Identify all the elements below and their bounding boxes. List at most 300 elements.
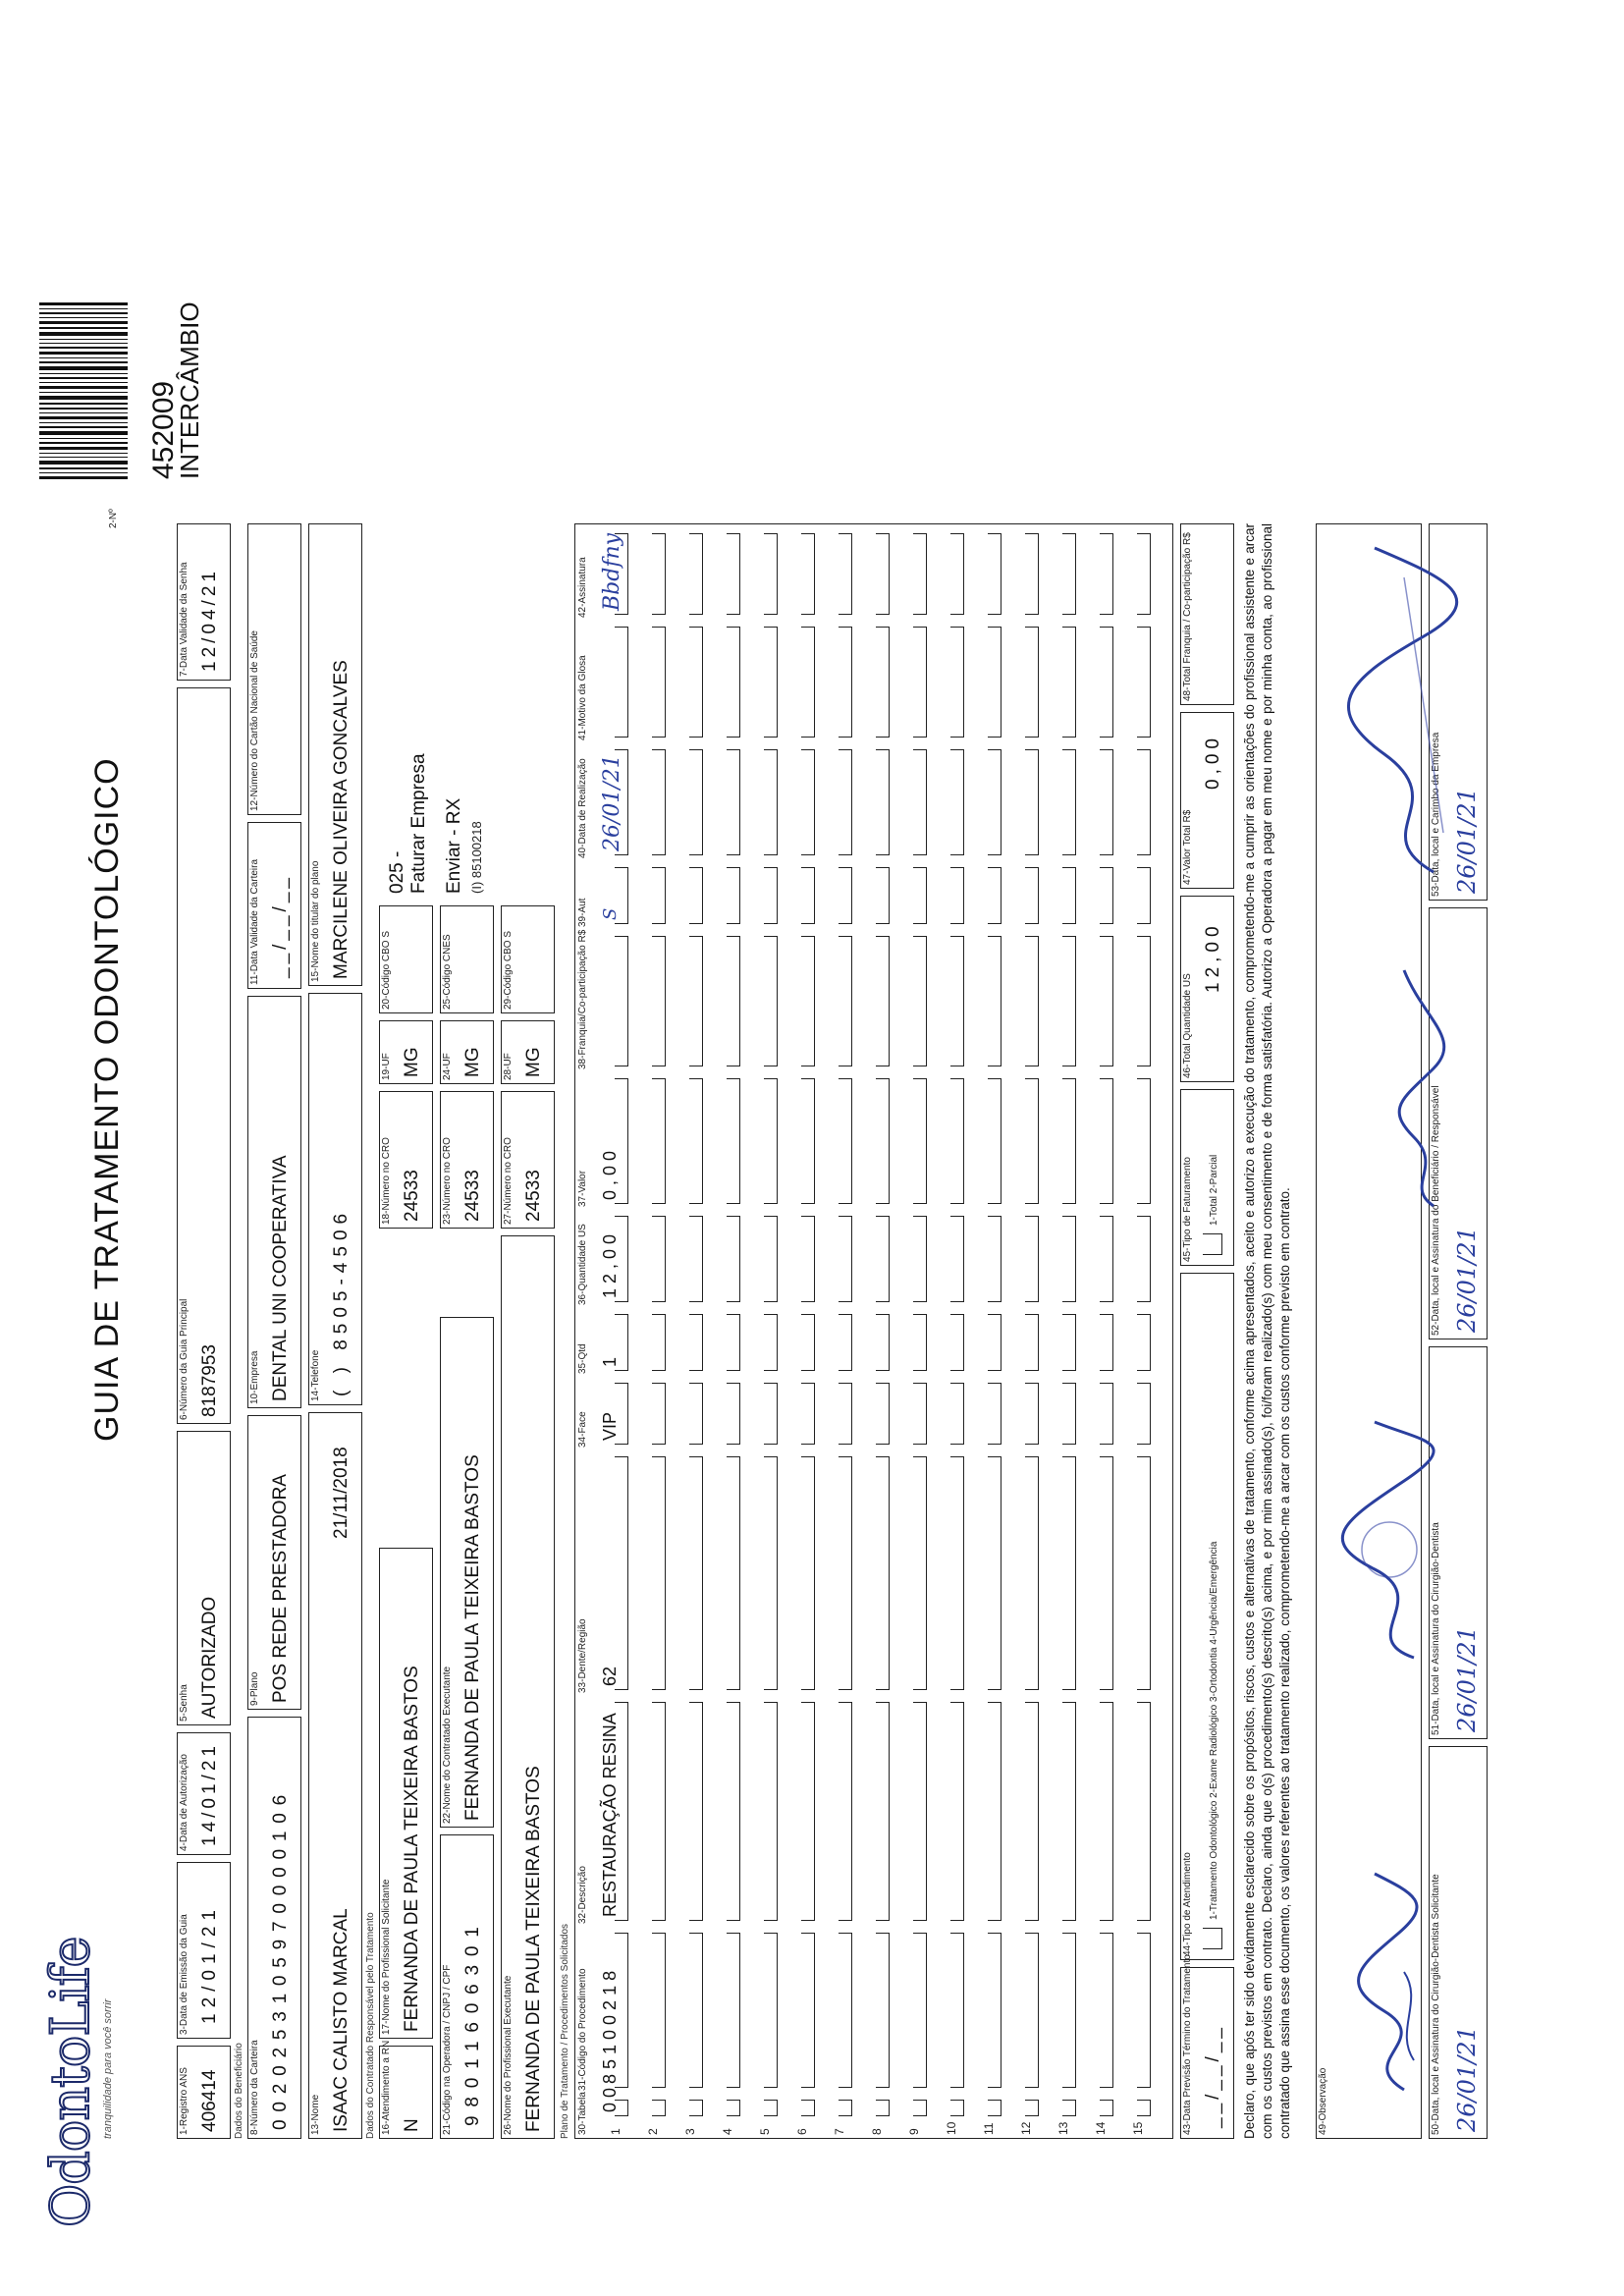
field-47-label: 47-Valor Total R$	[1182, 809, 1193, 885]
cro-contratado: 24533	[462, 1170, 483, 1222]
cell-box	[988, 627, 1001, 738]
note-faturar-empresa: Faturar Empresa	[408, 753, 429, 894]
cell-box	[1137, 1933, 1151, 2088]
cell-box	[652, 867, 666, 924]
cell-descricao: RESTAURAÇÃO RESINA	[600, 1713, 620, 1917]
cell-box	[1062, 533, 1076, 615]
cell-box	[727, 627, 740, 738]
cell-box	[689, 627, 703, 738]
field-46	[1180, 896, 1234, 1082]
guide-type: INTERCÂMBIO	[175, 301, 204, 479]
note-codigo: (I) 85100218	[469, 821, 484, 894]
cell-box	[727, 1383, 740, 1445]
cell-box	[1062, 1314, 1076, 1371]
col-header: 32-Descrição	[577, 1866, 588, 1924]
row-number: 13	[1056, 2121, 1070, 2135]
signature-dentista	[1335, 1412, 1443, 1667]
cell-box	[839, 2100, 852, 2116]
row-number: 15	[1131, 2121, 1145, 2135]
cell-box	[839, 936, 852, 1066]
field-6-label: 6-Número da Guia Principal	[179, 1298, 189, 1420]
cell-box	[801, 1078, 815, 1204]
cell-box	[801, 749, 815, 855]
row-number: 6	[795, 2128, 809, 2135]
cell-box	[652, 1216, 666, 1302]
cell-box	[988, 533, 1001, 615]
col-header: 30-Tabela	[577, 2092, 588, 2135]
field-14	[308, 993, 362, 1405]
cell-box	[615, 936, 628, 1066]
cell-box	[988, 1216, 1001, 1302]
cell-box	[913, 936, 927, 1066]
cell-box	[950, 627, 964, 738]
cell-box	[876, 867, 890, 924]
cell-box	[913, 533, 927, 615]
cell-box	[913, 1702, 927, 1921]
cell-box	[1025, 2100, 1039, 2116]
field-44	[1180, 1273, 1234, 1960]
cell-box	[1062, 1216, 1076, 1302]
cell-box	[913, 1933, 927, 2088]
cell-box	[764, 936, 778, 1066]
cell-box	[1025, 1456, 1039, 1690]
cell-box	[988, 1456, 1001, 1690]
cell-box	[689, 1216, 703, 1302]
titular-plano: MARCILENE OLIVEIRA GONCALVES	[331, 660, 352, 979]
cell-box	[801, 1702, 815, 1921]
cell-box	[615, 1456, 628, 1690]
cell-box	[652, 936, 666, 1066]
cell-box	[950, 533, 964, 615]
field-52-label: 52-Data, local e Assinatura do Beneficiário / Responsável	[1431, 1085, 1441, 1336]
cell-box	[876, 1314, 890, 1371]
field-12-label: 12-Número do Cartão Nacional de Saúde	[249, 630, 260, 811]
atendimento-rn: N	[402, 2118, 422, 2132]
field-1-label: 1-Registro ANS	[179, 2067, 189, 2135]
cell-box	[801, 936, 815, 1066]
nome-beneficiario: ISAAC CALISTO MARCAL	[331, 1908, 352, 2132]
cell-box	[727, 2100, 740, 2116]
declaration-text: Declaro, que após ter sido devidamente esclarecido sobre os propósitos, riscos, custos e alternativas de tratamento, conforme acima apresentados, aceito e autorizo a execução do tratamento, comprometendo-me a cumprir as orientações do profissional assistente e arcar com os custos previstos em contrato. Declaro, ainda que o(s) procedimento(s) descrito(s) acima, e por mim assinado(s), foi/foram realizado(s) com meu consentimento e de forma satisfatória. Autorizo a Operadora a pagar em meu nome e por minha conta, ao profissional contratado que assina esse documento, os valores referentes ao tratamento realizado, comprometendo-me a arcar com os custos conforme previsto em contrato.	[1242, 523, 1292, 2139]
cell-box	[988, 749, 1001, 855]
tipo-atendimento-box	[1203, 1928, 1222, 1949]
cell-box	[1100, 749, 1113, 855]
table-row	[1005, 522, 1043, 2138]
cell-box	[950, 1702, 964, 1921]
field-48	[1180, 523, 1234, 705]
cell-box	[1062, 627, 1076, 738]
cell-box	[652, 2100, 666, 2116]
cell-box	[1062, 1702, 1076, 1921]
field-19	[379, 1020, 433, 1084]
field-17-label: 17-Nome do Profissional Solicitante	[381, 1879, 392, 2035]
cell-box	[950, 749, 964, 855]
barcode	[39, 300, 128, 479]
field-49-label: 49-Observação	[1318, 2067, 1328, 2135]
field-19-label: 19-UF	[381, 1053, 392, 1080]
cell-box	[913, 1383, 927, 1445]
table-row	[632, 522, 670, 2138]
table-row	[968, 522, 1005, 2138]
cell-box	[727, 1702, 740, 1921]
row-number: 8	[870, 2128, 884, 2135]
data-autorizacao: 14/01/21	[199, 1742, 220, 1846]
cell-box	[801, 1456, 815, 1690]
cell-box	[801, 533, 815, 615]
field-50-label: 50-Data, local e Assinatura do Cirurgião-Dentista Solicitante	[1431, 1874, 1441, 2135]
field-8-label: 8-Número da Carteira	[249, 2040, 260, 2135]
table-row	[595, 522, 632, 2138]
field-18-label: 18-Número no CRO	[381, 1137, 392, 1225]
cell-box	[950, 1933, 964, 2088]
cell-box	[913, 1216, 927, 1302]
field-45-label: 45-Tipo de Faturamento	[1182, 1157, 1193, 1262]
telefone: ( ) 8505-4506	[331, 1207, 352, 1396]
field-11	[247, 822, 301, 989]
field-46-label: 46-Total Quantidade US	[1182, 973, 1193, 1078]
cell-box	[764, 1456, 778, 1690]
field-4-label: 4-Data de Autorização	[179, 1754, 189, 1851]
field-13-label: 13-Nome	[310, 2094, 321, 2135]
cell-box	[988, 1383, 1001, 1445]
note-025: 025 -	[387, 850, 407, 894]
cell-box	[839, 1216, 852, 1302]
cell-box	[839, 533, 852, 615]
col-header: 37-Valor	[577, 1170, 588, 1207]
cro-executante: 24533	[523, 1170, 544, 1222]
field-3-label: 3-Data de Emissão da Guia	[179, 1914, 189, 2035]
cell-box	[988, 2100, 1001, 2116]
cell-box	[1025, 749, 1039, 855]
col-header: 35-Qtd	[577, 1343, 588, 1374]
cell-box	[1137, 749, 1151, 855]
cell-box	[1100, 533, 1113, 615]
cell-box	[1100, 1216, 1113, 1302]
field-15-label: 15-Nome do titular do plano	[310, 860, 321, 982]
cell-box	[689, 1383, 703, 1445]
uf-contratado: MG	[462, 1047, 483, 1077]
row-number: 4	[721, 2128, 734, 2135]
cell-box	[1062, 1383, 1076, 1445]
previsao-termino: __/__/__	[1203, 2024, 1223, 2128]
codigo-operadora: 98011606301	[462, 1918, 483, 2126]
cell-box	[727, 1314, 740, 1371]
section-beneficiario: Dados do Beneficiário	[234, 2043, 244, 2139]
field-9	[247, 1415, 301, 1710]
col-header: 42-Assinatura	[577, 557, 588, 618]
cell-box	[727, 1456, 740, 1690]
table-row	[893, 522, 931, 2138]
valor-total: 0,00	[1203, 734, 1223, 790]
cell-box	[764, 1933, 778, 2088]
cell-box	[950, 1456, 964, 1690]
section-contratado: Dados do Contratado Responsável pelo Tratamento	[365, 1912, 376, 2139]
cell-box	[727, 749, 740, 855]
field-29-label: 29-Código CBO S	[503, 930, 514, 1010]
cro-solicitante: 24533	[402, 1170, 422, 1222]
cell-box	[1025, 1383, 1039, 1445]
field-13	[308, 1412, 362, 2139]
cell-box	[1137, 1078, 1151, 1204]
table-row	[1080, 522, 1117, 2138]
field-25-label: 25-Código CNES	[442, 934, 453, 1010]
cell-box	[839, 1314, 852, 1371]
data-beneficiario: 26/01/21	[1453, 1227, 1481, 1333]
data-empresa: 26/01/21	[1453, 788, 1481, 894]
field-12	[247, 523, 301, 815]
field-8	[247, 1717, 301, 2139]
cell-box	[652, 1456, 666, 1690]
cell-us: 12,00	[600, 1229, 620, 1298]
cell-box	[1137, 533, 1151, 615]
row-number: 9	[907, 2128, 921, 2135]
cell-box	[1100, 1383, 1113, 1445]
field-6	[177, 687, 231, 1424]
cell-box	[764, 867, 778, 924]
cell-box	[652, 1933, 666, 2088]
cell-box	[913, 749, 927, 855]
cell-box	[1025, 1078, 1039, 1204]
cell-box	[1025, 1933, 1039, 2088]
table-row	[1043, 522, 1080, 2138]
cell-box	[801, 627, 815, 738]
cell-box	[801, 1933, 815, 2088]
cell-box	[876, 1702, 890, 1921]
cell-box	[839, 1456, 852, 1690]
cell-box	[1062, 2100, 1076, 2116]
cell-box	[1137, 1702, 1151, 1921]
cell-box	[652, 749, 666, 855]
field-25	[440, 905, 494, 1013]
cell-box	[1100, 936, 1113, 1066]
cell-box	[1062, 1078, 1076, 1204]
row-number: 1	[609, 2128, 623, 2135]
cell-box	[801, 2100, 815, 2116]
field-27-label: 27-Número no CRO	[503, 1137, 514, 1225]
field-28	[501, 1020, 555, 1084]
cell-box	[801, 1216, 815, 1302]
cell-box	[876, 1078, 890, 1204]
senha: AUTORIZADO	[199, 1596, 220, 1719]
field-4	[177, 1732, 231, 1855]
cell-box	[1100, 1702, 1113, 1921]
cell-box	[801, 867, 815, 924]
cell-box	[839, 1702, 852, 1921]
cell-box	[839, 867, 852, 924]
cell-box	[1100, 1078, 1113, 1204]
section-procedimentos: Plano de Tratamento / Procedimentos Solicitados	[560, 1923, 570, 2139]
field-27	[501, 1091, 555, 1229]
profissional-solicitante: FERNANDA DE PAULA TEIXEIRA BASTOS	[402, 1666, 422, 2032]
cell-box	[913, 627, 927, 738]
cell-box	[1137, 1216, 1151, 1302]
field-17	[379, 1548, 433, 2039]
cell-box	[727, 533, 740, 615]
field-51-label: 51-Data, local e Assinatura do Cirurgião-Dentista	[1431, 1522, 1441, 1735]
cell-box	[1062, 1933, 1076, 2088]
cell-box	[764, 1216, 778, 1302]
cell-box	[1025, 936, 1039, 1066]
cell-box	[689, 936, 703, 1066]
cell-box	[1100, 627, 1113, 738]
cell-box	[988, 1314, 1001, 1371]
row-number: 7	[833, 2128, 846, 2135]
col-header: 39-Aut	[577, 898, 588, 927]
cell-box	[950, 1314, 964, 1371]
data-nascimento: 21/11/2018	[331, 1447, 352, 1539]
guia-principal: 8187953	[199, 1344, 220, 1417]
cell-box	[689, 1456, 703, 1690]
field-16-label: 16-Atendimento a RN	[381, 2040, 392, 2135]
field-26	[501, 1235, 555, 2139]
cell-box	[727, 1078, 740, 1204]
validade-senha: 12/04/21	[199, 568, 220, 672]
cell-box	[839, 1933, 852, 2088]
cell-box	[1137, 867, 1151, 924]
cell-box	[764, 2100, 778, 2116]
field-43	[1180, 1954, 1234, 2139]
cell-box	[652, 1314, 666, 1371]
cell-box	[727, 867, 740, 924]
tipo-faturamento-box	[1203, 1233, 1222, 1255]
field-21	[440, 1834, 494, 2139]
guide-number-label: 2-Nº	[108, 509, 119, 528]
cell-box	[839, 1383, 852, 1445]
numero-carteira: 0020253105970000106	[270, 1787, 291, 2130]
cell-box	[1062, 936, 1076, 1066]
cell-box	[913, 2100, 927, 2116]
cell-assinatura: Bbdfny	[600, 532, 624, 611]
cell-box	[1100, 867, 1113, 924]
cell-box	[689, 749, 703, 855]
cell-box	[950, 867, 964, 924]
cell-box	[913, 1078, 927, 1204]
cell-box	[689, 2100, 703, 2116]
cell-box	[1025, 1314, 1039, 1371]
cell-box	[1025, 867, 1039, 924]
cell-box	[764, 749, 778, 855]
signature-empresa	[1345, 538, 1463, 892]
cell-box	[1062, 1456, 1076, 1690]
field-28-label: 28-UF	[503, 1053, 514, 1080]
cell-box	[1137, 1383, 1151, 1445]
table-row	[856, 522, 893, 2138]
cell-box	[876, 1456, 890, 1690]
table-row	[931, 522, 968, 2138]
table-row	[819, 522, 856, 2138]
cell-box	[950, 1078, 964, 1204]
cell-dente: 62	[600, 1666, 620, 1686]
cell-codigo: 85100218	[600, 1965, 620, 2084]
field-18	[379, 1091, 433, 1229]
cell-box	[801, 1314, 815, 1371]
field-10-label: 10-Empresa	[249, 1350, 260, 1404]
cell-box	[1137, 627, 1151, 738]
cell-box	[876, 1216, 890, 1302]
data-dentista: 26/01/21	[1453, 1626, 1481, 1732]
cell-box	[876, 749, 890, 855]
cell-box	[876, 1383, 890, 1445]
row-number: 12	[1019, 2121, 1033, 2135]
cell-box	[801, 1383, 815, 1445]
cell-box	[988, 1702, 1001, 1921]
procedures-table	[574, 523, 1173, 2139]
cell-box	[913, 1456, 927, 1690]
field-53-label: 53-Data, local e Carimbo da Empresa	[1431, 732, 1441, 897]
validade-carteira: __/__/__	[270, 874, 291, 978]
cell-box	[839, 627, 852, 738]
cell-box	[727, 1933, 740, 2088]
cell-box	[1025, 627, 1039, 738]
col-header: 41-Motivo da Glosa	[577, 655, 588, 740]
cell-box	[689, 867, 703, 924]
table-row	[1117, 522, 1155, 2138]
cell-box	[764, 1383, 778, 1445]
cell-box	[876, 533, 890, 615]
cell-box	[988, 936, 1001, 1066]
field-7-label: 7-Data Validade da Senha	[179, 562, 189, 677]
field-24	[440, 1020, 494, 1084]
table-row	[670, 522, 707, 2138]
field-9-label: 9-Plano	[249, 1671, 260, 1706]
col-header: 40-Data de Realização	[577, 758, 588, 858]
field-22-label: 22-Nome do Contratado Executante	[442, 1666, 453, 1824]
cell-box	[913, 867, 927, 924]
cell-box	[1100, 1456, 1113, 1690]
cell-box	[652, 627, 666, 738]
cell-box	[876, 1933, 890, 2088]
tipo-atendimento-options: 1-Tratamento Odontológico 2-Exame Radiológico 3-Ortodontia 4-Urgência/Emergência	[1209, 1541, 1219, 1920]
guide-number: 452009	[147, 380, 180, 479]
cell-box	[652, 1702, 666, 1921]
cell-face: VIP	[600, 1411, 620, 1441]
field-24-label: 24-UF	[442, 1053, 453, 1080]
field-14-label: 14-Telefone	[310, 1349, 321, 1401]
cell-box	[988, 1078, 1001, 1204]
field-3	[177, 1862, 231, 2039]
cell-box	[652, 1078, 666, 1204]
data-solicitante: 26/01/21	[1453, 2026, 1481, 2132]
cell-aut: S	[600, 907, 621, 920]
cell-box	[764, 1314, 778, 1371]
col-header: 33-Dente/Região	[577, 1618, 588, 1693]
field-16	[379, 2040, 433, 2139]
cell-box	[1137, 2100, 1151, 2116]
field-23-label: 23-Número no CRO	[442, 1137, 453, 1225]
cell-box	[764, 1702, 778, 1921]
plano: POS REDE PRESTADORA	[270, 1474, 291, 1703]
cell-qtd: 1	[600, 1356, 620, 1367]
table-row	[782, 522, 819, 2138]
field-5-label: 5-Senha	[179, 1684, 189, 1722]
field-7	[177, 523, 231, 681]
cell-tabela: 00	[600, 2082, 620, 2112]
cell-box	[950, 1383, 964, 1445]
cell-box	[1100, 2100, 1113, 2116]
cell-box	[913, 1314, 927, 1371]
field-50	[1429, 1746, 1488, 2139]
field-47	[1180, 712, 1234, 889]
col-header: 31-Código do Procedimento	[577, 1968, 588, 2091]
cell-box	[1137, 1314, 1151, 1371]
field-48-label: 48-Total Franquia / Co-participação R$	[1182, 532, 1193, 701]
brand-tagline: tranquilidade para você sorrir	[102, 1998, 114, 2139]
row-number: 14	[1094, 2121, 1108, 2135]
row-number: 5	[758, 2128, 772, 2135]
field-29	[501, 905, 555, 1013]
field-20-label: 20-Código CBO S	[381, 930, 392, 1010]
cell-box	[839, 749, 852, 855]
